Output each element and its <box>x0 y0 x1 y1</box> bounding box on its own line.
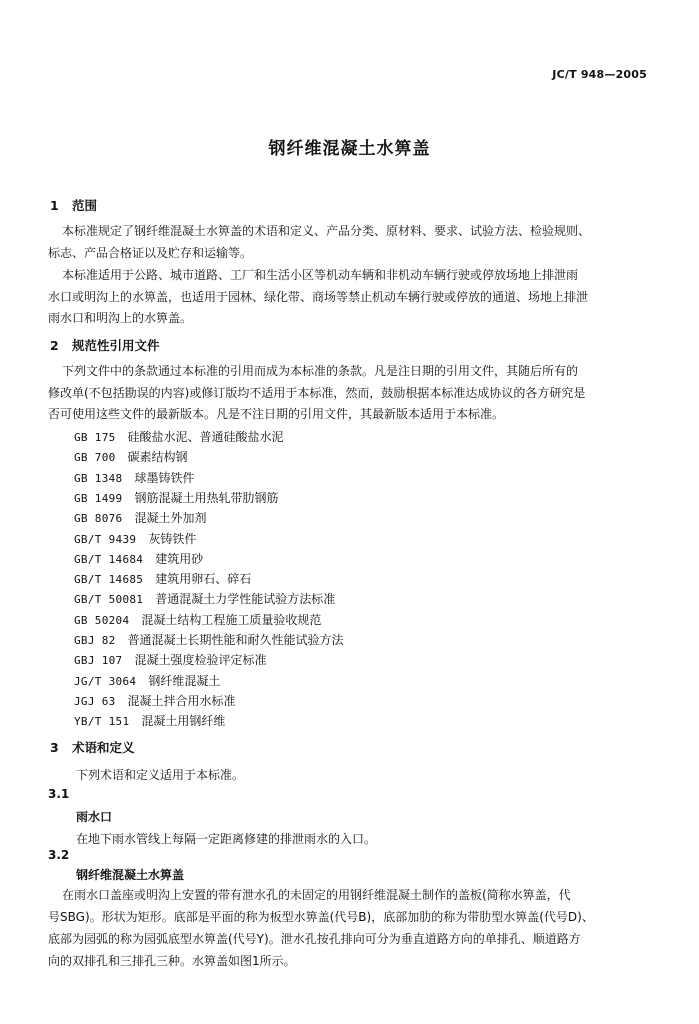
reference-title: 钢筋混凝土用热轧带肋钢筋 <box>134 490 279 505</box>
term-definition: 号SBG)。形状为矩形。底部是平面的称为板型水箅盖(代号B)，底部加肋的称为带肋型水箅盖(代号D)、 <box>48 910 594 924</box>
term-definition: 向的双排孔和三排孔三种。水箅盖如图1所示。 <box>48 954 296 968</box>
reference-code: GB 1499 <box>74 491 123 505</box>
reference-item <box>74 428 284 445</box>
paragraph-line: 雨水口和明沟上的水箅盖。 <box>48 311 193 325</box>
paragraph-line: 本标准适用于公路、城市道路、工厂和生活小区等机动车辆和非机动车辆行驶或停放场地上排泄雨 <box>62 268 579 282</box>
reference-code: GB 700 <box>74 451 116 465</box>
term-name: 钢纤维混凝土水箅盖 <box>76 868 185 882</box>
reference-item <box>74 570 251 587</box>
reference-title: 混凝土拌合用水标准 <box>127 693 236 708</box>
reference-item <box>74 651 266 668</box>
reference-item <box>74 448 188 465</box>
reference-title: 球墨铸铁件 <box>134 470 195 485</box>
reference-item <box>74 590 335 607</box>
reference-title: 混凝土强度检验评定标准 <box>134 653 267 668</box>
reference-title: 普通混凝土长期性能和耐久性能试验方法 <box>127 633 344 647</box>
section-number: 1 <box>50 198 59 213</box>
reference-title: 混凝土外加剂 <box>134 511 207 526</box>
reference-title: 硅酸盐水泥、普通硅酸盐水泥 <box>127 430 284 444</box>
term-definition: 在雨水口盖座或明沟上安置的带有泄水孔的未固定的用钢纤维混凝土制作的盖板(简称水箅盖，代 <box>62 888 571 902</box>
reference-item <box>74 631 344 648</box>
paragraph-line: 本标准规定了钢纤维混凝土水箅盖的术语和定义、产品分类、原材料、要求、试验方法、检验规则、 <box>62 224 591 238</box>
reference-code: GBJ 82 <box>74 634 116 647</box>
reference-code: GB 8076 <box>74 512 123 526</box>
paragraph-line: 修改单(不包括勘误的内容)或修订版均不适用于本标准，然而，鼓励根据本标准达成协议的各方研究是 <box>48 386 586 400</box>
reference-item <box>74 692 236 709</box>
reference-code: JG/T 3064 <box>74 674 137 688</box>
reference-item <box>74 672 220 689</box>
reference-item <box>74 469 194 486</box>
reference-code: GB/T 14684 <box>74 552 144 566</box>
reference-item <box>74 712 225 729</box>
doc-number: JC/T 948—2005 <box>552 68 647 81</box>
paragraph-line: 下列文件中的条款通过本标准的引用而成为本标准的条款。凡是注日期的引用文件，其随后所有的 <box>62 364 579 378</box>
reference-item <box>74 611 321 628</box>
section-3-heading <box>50 738 135 756</box>
reference-code: JGJ 63 <box>74 694 116 708</box>
reference-title: 碳素结构钢 <box>127 450 188 465</box>
reference-item <box>74 509 206 526</box>
reference-code: GBJ 107 <box>74 654 123 668</box>
term-definition: 在地下雨水管线上每隔一定距离修建的排泄雨水的入口。 <box>76 832 377 846</box>
reference-title: 普通混凝土力学性能试验方法标准 <box>155 592 336 607</box>
paragraph-line: 标志、产品合格证以及贮存和运输等。 <box>48 246 253 260</box>
reference-code: GB/T 9439 <box>74 532 137 546</box>
reference-title: 混凝土用钢纤维 <box>141 714 226 729</box>
section-number: 3 <box>50 740 59 755</box>
reference-title: 建筑用砂 <box>155 551 204 566</box>
reference-code: GB/T 50081 <box>74 593 144 607</box>
reference-title: 灰铸铁件 <box>148 531 197 546</box>
section-title: 范围 <box>72 198 98 213</box>
section-title: 术语和定义 <box>72 740 135 755</box>
term-number: 3.2 <box>48 848 70 862</box>
reference-title: 钢纤维混凝土 <box>148 673 221 688</box>
reference-item <box>74 530 196 547</box>
term-name: 雨水口 <box>76 810 113 824</box>
section-intro: 下列术语和定义适用于本标准。 <box>76 768 245 782</box>
section-1-heading <box>50 196 97 214</box>
paragraph-line: 否可使用这些文件的最新版本。凡是不注日期的引用文件，其最新版本适用于本标准。 <box>48 407 505 421</box>
section-2-heading <box>50 336 160 354</box>
page-title: 钢纤维混凝土水箅盖 <box>268 139 431 159</box>
reference-code: YB/T 151 <box>74 715 130 729</box>
paragraph-line: 水口或明沟上的水箅盖，也适用于园林、绿化带、商场等禁止机动车辆行驶或停放的通道、场地上排泄 <box>48 290 589 304</box>
term-number: 3.1 <box>48 787 70 801</box>
reference-code: GB 175 <box>74 431 116 444</box>
section-number: 2 <box>50 338 59 353</box>
reference-title: 混凝土结构工程施工质量验收规范 <box>141 612 322 627</box>
section-title: 规范性引用文件 <box>72 338 160 353</box>
reference-item <box>74 550 203 567</box>
reference-code: GB 50204 <box>74 613 130 627</box>
term-definition: 底部为园弧的称为园弧底型水箅盖(代号Y)。泄水孔按孔排向可分为垂直道路方向的单排孔、顺道路方 <box>48 932 581 946</box>
reference-title: 建筑用卵石、碎石 <box>155 572 252 587</box>
reference-code: GB 1348 <box>74 471 123 485</box>
reference-code: GB/T 14685 <box>74 573 144 587</box>
reference-item <box>74 489 278 506</box>
